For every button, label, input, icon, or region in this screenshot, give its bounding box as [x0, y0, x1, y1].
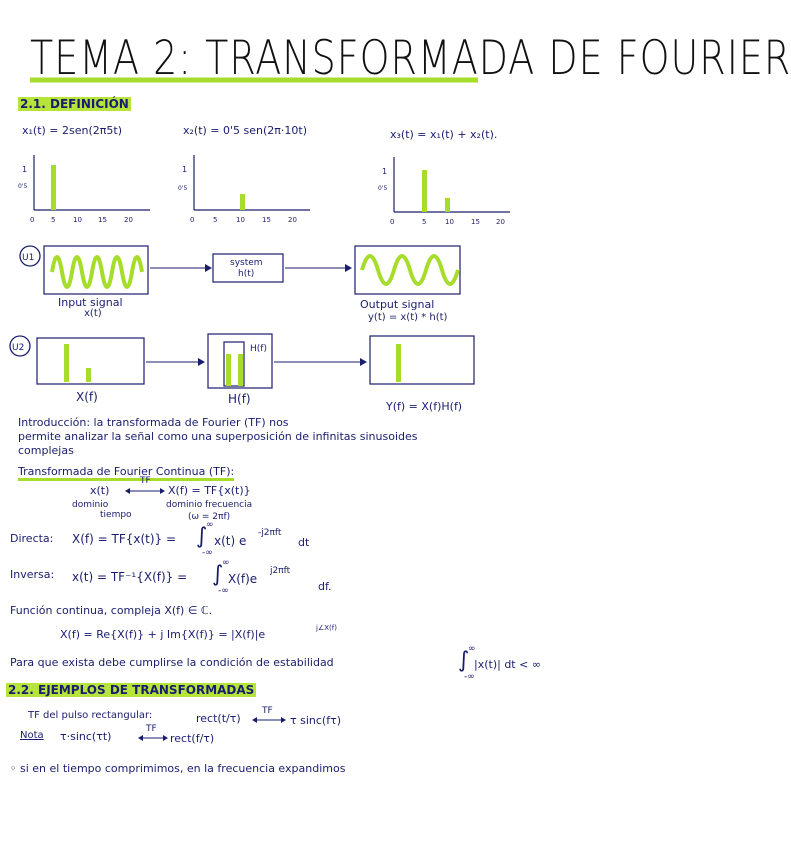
spectrum-plot-x2 [178, 150, 318, 230]
pulso-arrow [252, 716, 286, 724]
y-tick-05: 0'5 [178, 185, 188, 192]
xf-line-5 [64, 344, 69, 382]
signal-x3: x₃(t) = x₁(t) + x₂(t). [390, 128, 498, 141]
hf-line-5 [226, 354, 231, 386]
dominio-tiempo-1: dominio [72, 500, 109, 510]
x-tick-20: 20 [124, 216, 133, 224]
x-tick-0: 0 [30, 216, 35, 224]
output-sine-wave [362, 256, 458, 284]
spectral-line-5 [51, 165, 56, 210]
hf-label: H(f) [228, 392, 251, 406]
x-tick-5: 5 [213, 216, 218, 224]
estabilidad-lower: -∞ [464, 672, 475, 682]
x-tick-15: 15 [471, 218, 480, 226]
funcion-compleja-line: Función continua, compleja X(f) ∈ ℂ. [10, 604, 213, 617]
x-tick-15: 15 [262, 216, 271, 224]
directa-dt: dt [298, 536, 310, 549]
directa-lhs: X(f) = TF{x(t)} = [72, 532, 177, 546]
output-signal-box [355, 246, 460, 294]
u1-marker-text: U1 [22, 253, 35, 263]
estabilidad-body: |x(t)| dt < ∞ [474, 658, 541, 671]
intro-line-3: complejas [18, 444, 74, 457]
hf-inner-label: H(f) [250, 344, 267, 354]
system-sub: h(t) [238, 269, 255, 279]
x-tick-0: 0 [390, 218, 395, 226]
tf-pair-arrow-label: TF [140, 476, 151, 486]
nota-eq-left: τ·sinc(τt) [60, 730, 112, 743]
input-signal-label: Input signal [58, 296, 123, 309]
tf-pair-left: x(t) [90, 484, 110, 497]
section-heading-ejemplos: 2.2. EJEMPLOS DE TRANSFORMADAS [8, 683, 255, 697]
spectral-line-5 [422, 170, 427, 212]
tf-continua-heading: Transformada de Fourier Continua (TF): [18, 465, 234, 481]
directa-lower: -∞ [202, 548, 213, 558]
signal-x2: x₂(t) = 0'5 sen(2π·10t) [183, 124, 308, 137]
section-heading-definicion: 2.1. DEFINICIÓN [20, 97, 129, 111]
x-tick-10: 10 [236, 216, 245, 224]
title-underline [0, 76, 599, 86]
dominio-frecuencia-2: (ω = 2πf) [188, 512, 231, 522]
inversa-label: Inversa: [10, 568, 55, 581]
inversa-df: df. [318, 580, 332, 593]
nota-label: Nota [20, 730, 44, 741]
inversa-integral: ∫ [212, 562, 224, 587]
dominio-frecuencia-1: dominio frecuencia [166, 500, 253, 510]
output-signal-sub: y(t) = x(t) * h(t) [368, 312, 448, 323]
yf-line-5 [396, 344, 401, 382]
input-signal-sub: x(t) [84, 308, 102, 319]
intro-line-1: Introducción: la transformada de Fourier (TF) nos [18, 416, 289, 429]
inversa-exp: j2πft [270, 566, 291, 576]
directa-exp: -j2πft [258, 528, 282, 538]
output-signal-label: Output signal [360, 298, 435, 311]
x-tick-20: 20 [496, 218, 505, 226]
directa-body: x(t) e [214, 534, 247, 548]
spectrum-plot-x3 [378, 152, 518, 232]
nota-arrow [138, 734, 168, 742]
tf-pair-right: X(f) = TF{x(t)} [168, 484, 251, 497]
directa-integral: ∫ [196, 524, 208, 549]
spectral-line-10 [240, 194, 245, 210]
pulso-eq-right: τ sinc(fτ) [290, 714, 342, 727]
page-title: TEMA 2: TRANSFORMADA DE FOURIER [30, 30, 791, 85]
inversa-body: X(f)e [228, 572, 258, 586]
pulso-eq-left: rect(t/τ) [196, 712, 241, 725]
y-tick-1: 1 [182, 165, 188, 174]
tf-pair-arrow [125, 487, 165, 495]
estabilidad-integral: ∫ [458, 648, 470, 673]
inversa-lower: -∞ [218, 586, 229, 596]
intro-line-2: permite analizar la señal como una superposición de infinitas sinusoides [18, 430, 418, 443]
y-tick-05: 0'5 [378, 185, 388, 192]
x-tick-15: 15 [98, 216, 107, 224]
signal-x1: x₁(t) = 2sen(2π5t) [22, 124, 123, 137]
inversa-upper: ∞ [222, 558, 230, 568]
spectral-line-10 [445, 198, 450, 212]
funcion-compleja-eq-exp: j∠X(f) [316, 624, 337, 632]
x-tick-20: 20 [288, 216, 297, 224]
pulso-label: TF del pulso rectangular: [28, 710, 153, 721]
estabilidad-line: Para que exista debe cumplirse la condición de estabilidad [10, 656, 334, 669]
x-tick-5: 5 [422, 218, 427, 226]
dominio-tiempo-2: tiempo [100, 510, 132, 520]
x-tick-10: 10 [73, 216, 82, 224]
u2-marker-text: U2 [12, 343, 25, 353]
directa-upper: ∞ [206, 520, 214, 530]
y-tick-1: 1 [22, 165, 28, 174]
x-tick-5: 5 [51, 216, 56, 224]
xf-line-10 [86, 368, 91, 382]
input-sine-wave [52, 257, 142, 287]
spectrum-plot-x1 [18, 150, 158, 230]
funcion-compleja-eq: X(f) = Re{X(f)} + j Im{X(f)} = |X(f)|e [60, 628, 266, 641]
directa-label: Directa: [10, 532, 54, 545]
yf-label: Y(f) = X(f)H(f) [386, 400, 463, 413]
yf-box [370, 336, 474, 384]
y-tick-1: 1 [382, 167, 388, 176]
xf-label: X(f) [76, 390, 98, 404]
system-label: system [230, 258, 263, 268]
compresion-bullet: ◦ si en el tiempo comprimimos, en la frecuencia expandimos [10, 762, 346, 775]
inversa-lhs: x(t) = TF⁻¹{X(f)} = [72, 570, 188, 584]
pulso-arrow-label: TF [262, 706, 273, 716]
hf-line-10 [238, 354, 243, 386]
x-tick-0: 0 [190, 216, 195, 224]
x-tick-10: 10 [445, 218, 454, 226]
nota-eq-right: rect(f/τ) [170, 732, 215, 745]
nota-arrow-label: TF [146, 724, 157, 734]
estabilidad-upper: ∞ [468, 644, 476, 654]
y-tick-05: 0'5 [18, 183, 28, 190]
